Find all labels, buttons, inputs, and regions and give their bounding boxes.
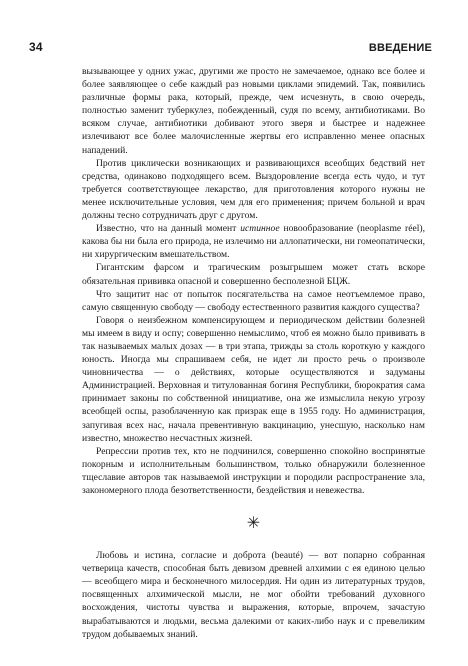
paragraph: Что защитит нас от попыток посягательства на самое неотъемлемое право, самую священную свободу — свободу естественного развития каждого существа? bbox=[82, 288, 425, 313]
paragraph-text: Известно, что на данный момент bbox=[96, 223, 241, 235]
book-page bbox=[29, 40, 432, 641]
paragraph: Говоря о неизбежном компенсирующем и периодическом действии болезней мы имеем в виду и оспу; совершенно немыслимо, чтоб ея можно было прививать в так называемых малых дозах — в три этапа, трижды за столь короткую у каждого юность. Иногда мы спрашиваем себя, не идет ли просто речь о произволе чиновничества — о действиях, которые осуществляются и задуманы Администрацией. Верховная и титулованная богиня Республики, бюрократия сама принимает законы по собственной инициативе, она же измыслила некую угрозу всеобщей оспы, разоблаченную как призрак еще в 1955 году. Но администрация, запугивая всех нас, начала превентивную вакцинацию, унесшую, насколько нам известно, множество несчастных жизней. bbox=[82, 314, 425, 444]
paragraph: Против циклически возникающих и развивающихся всеобщих бедствий нет средства, одинаково подходящего всем. Выздоровление всегда есть чудо, и тут требуется соответствующее лекарство, для приготовления которого нужны не менее исключительные условия, чем для его применения; причем больной и врач должны тесно сотрудничать друг с другом. bbox=[82, 157, 425, 222]
paragraph: Репрессии против тех, кто не подчинился, совершенно спокойно воспринятые покорным и исполнительным большинством, только обнаружили болезненное тщеславие авторов так называемой инструкции и породили распространение зла, закономерного плода безответственности, бездействия и невежества. bbox=[82, 445, 425, 496]
main-text bbox=[82, 65, 425, 641]
emphasis-text: истинное bbox=[240, 223, 280, 235]
running-header bbox=[29, 40, 432, 54]
section-separator-icon: ✳ bbox=[246, 513, 261, 533]
section-title: ВВЕДЕНИЕ bbox=[368, 42, 432, 54]
page-number: 34 bbox=[29, 40, 43, 54]
paragraph: Гигантским фарсом и трагическим розыгрышем может стать вскоре обязательная прививка опасной и совершенно бесполезной БЦЖ. bbox=[82, 262, 425, 287]
paragraph bbox=[82, 222, 425, 261]
closing-paragraph: Любовь и истина, согласие и доброта (beauté) — вот попарно собранная четверица качеств, способная быть девизом древней алхимии с ея единою целью — всеобщего мира и бесконечного милосердия. Ни один из литературных трудов, посвященных алхимической мысли, не мог обойти требований духовного восхождения, чистоты чувства и выражения, которые, впрочем, зачастую вырабатываются и людьми, весьма далекими от каких-либо наук и с превеликим трудом добываемых знаний. bbox=[82, 550, 425, 640]
paragraph-text: новообразование (neoplasme réel), какова бы ни была его природа, не излечимо ни аллопатически, ни гомеопатически, ни хирургическим вмешательством. bbox=[82, 223, 426, 261]
paragraph: вызывающее у одних ужас, другими же просто не замечаемое, однако все более и более заявляющее о себе каждый раз новыми циклами эпидемий. Так, появились различные формы рака, который, прежде, чем исчезнуть, в свою очередь, полностью заменит туберкулез, побежденный, судя по всему, антибиотиками. Во всяком случае, антибиотики добивают этого зверя и быстрее и надежнее излечивают все более малочисленные жертвы его исправленно менее опасных нападений. bbox=[82, 66, 425, 156]
